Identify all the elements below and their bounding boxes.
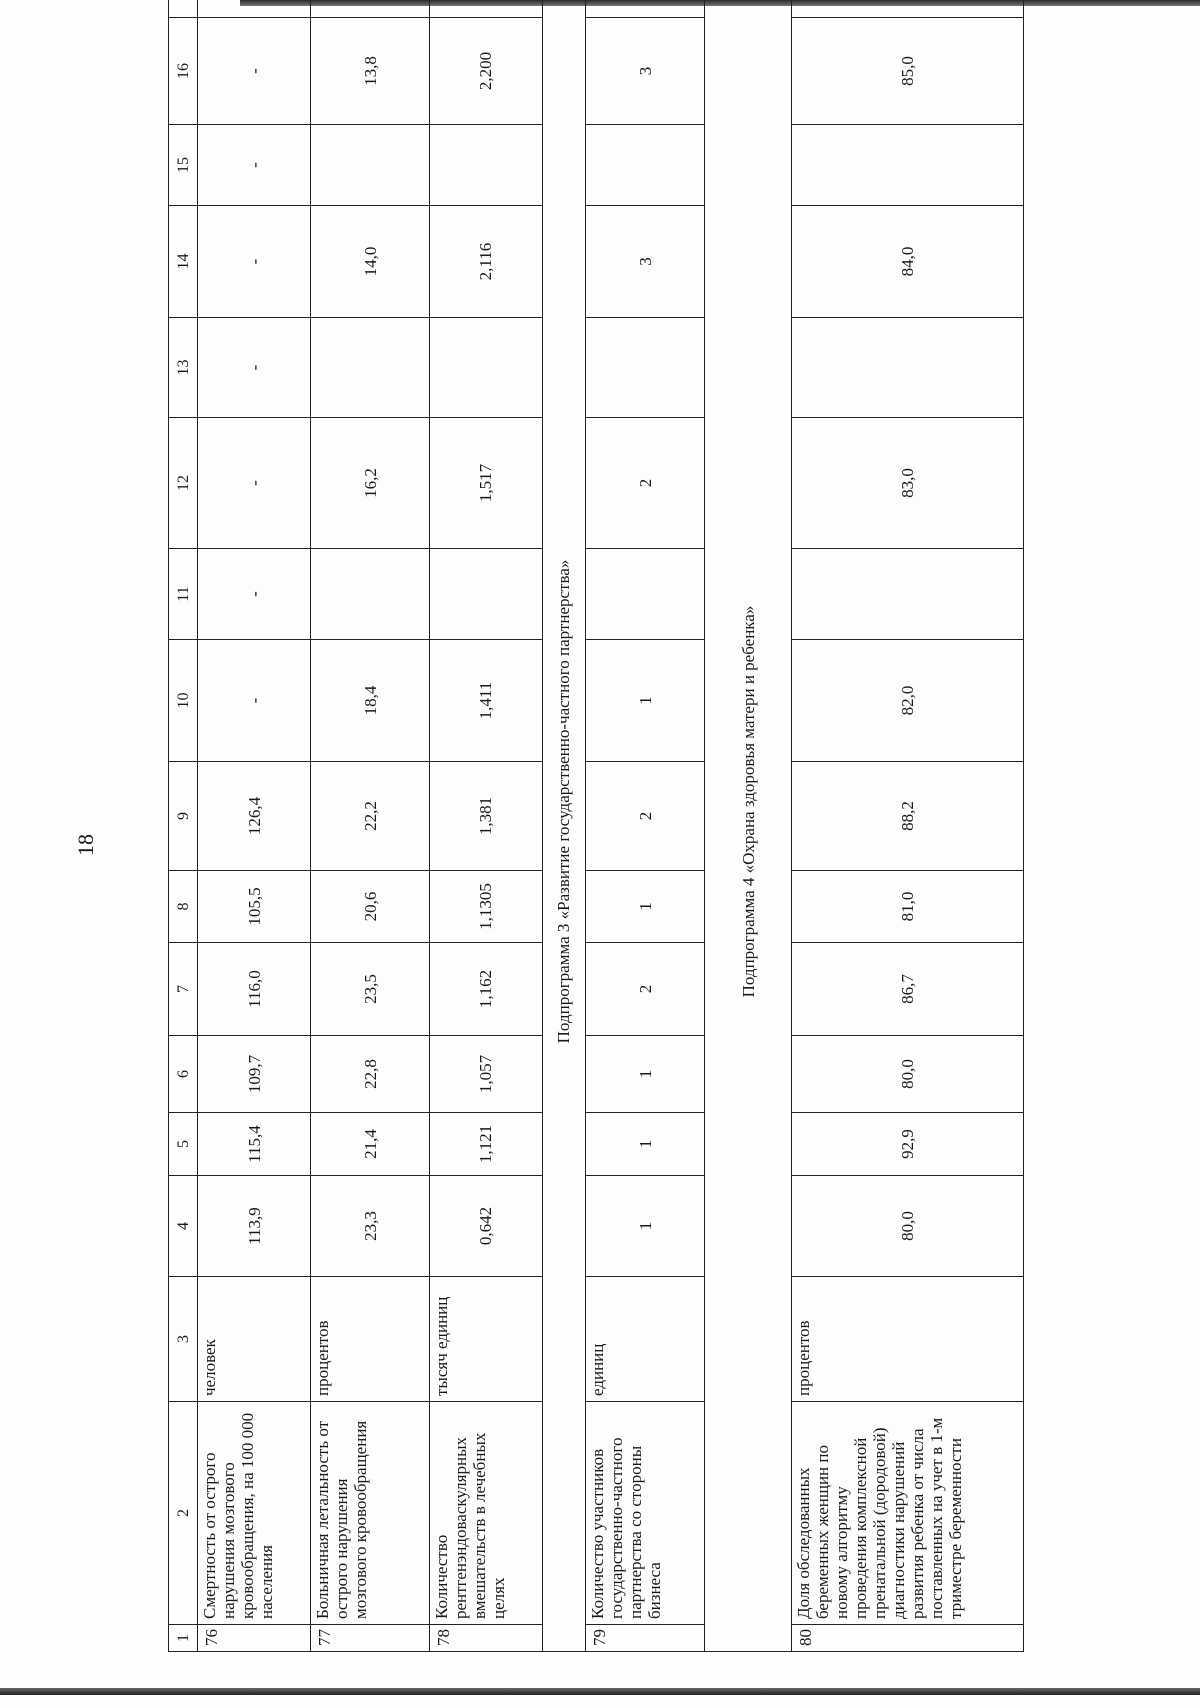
indicator-value [586, 549, 705, 640]
indicator-value: 1 [586, 1113, 705, 1176]
unit-of-measure: процентов [792, 1277, 1024, 1402]
column-number: 15 [169, 125, 198, 206]
indicator-value: 13,8 [310, 18, 429, 125]
subprogram-3-title: Подпрограмма 3 «Развитие государственно-частного партнерства» [542, 0, 585, 1652]
indicator-value: - [198, 125, 311, 206]
indicator-value: 80,0 [792, 1036, 1024, 1113]
indicator-value: 1,121 [430, 1113, 543, 1176]
indicator-value: - [198, 318, 311, 418]
unit-of-measure: единиц [586, 1277, 705, 1402]
column-number: 8 [169, 871, 198, 943]
table-row [198, 0, 311, 1652]
indicator-value: - [198, 640, 311, 762]
rotated-table-container [168, 52, 1024, 1652]
indicator-value: 82,0 [792, 640, 1024, 762]
indicator-value [792, 549, 1024, 640]
indicator-value: 1 [586, 640, 705, 762]
indicator-value: 3 [586, 206, 705, 318]
indicator-value: 2 [586, 943, 705, 1036]
indicator-value: 3 [586, 18, 705, 125]
row-number: 77 [310, 1625, 429, 1652]
indicator-value [310, 318, 429, 418]
column-number: 11 [169, 549, 198, 640]
column-number: 7 [169, 943, 198, 1036]
indicator-value: 14,0 [310, 206, 429, 318]
indicator-value: 2 [586, 418, 705, 549]
indicator-value: 105,5 [198, 871, 311, 943]
indicator-value: 109,7 [198, 1036, 311, 1113]
column-number: 1 [169, 1625, 198, 1652]
indicator-value: 126,4 [198, 762, 311, 871]
indicator-value [310, 0, 429, 18]
column-number [169, 0, 198, 18]
indicator-value: 1,057 [430, 1036, 543, 1113]
indicator-value [792, 318, 1024, 418]
indicator-value: 22,2 [310, 762, 429, 871]
indicator-value: 113,9 [198, 1176, 311, 1277]
indicator-value: 2,116 [430, 206, 543, 318]
indicator-value [430, 0, 543, 18]
indicator-name: Смертность от острого нарушения мозгового кровообращения, на 100 000 населения [198, 1402, 311, 1625]
indicator-value: 80,0 [792, 1176, 1024, 1277]
column-number: 12 [169, 418, 198, 549]
indicator-value [586, 318, 705, 418]
indicator-value [586, 125, 705, 206]
indicator-value: 16,2 [310, 418, 429, 549]
table-row [310, 0, 429, 1652]
table-row [792, 0, 1024, 1652]
indicator-name: Доля обследованных беременных женщин по новому алгоритму проведения комплексной пренатальной (дородовой) диагностики нарушений развития ребенка от числа поставленных на учет в 1-м триместре беременности [792, 1402, 1024, 1625]
column-number: 2 [169, 1402, 198, 1625]
indicator-value [586, 0, 705, 18]
indicator-value: - [198, 549, 311, 640]
indicator-value: 1,1305 [430, 871, 543, 943]
row-number: 79 [586, 1625, 705, 1652]
indicator-value: 84,0 [792, 206, 1024, 318]
unit-of-measure: процентов [310, 1277, 429, 1402]
column-number: 4 [169, 1176, 198, 1277]
subprogram-row [705, 0, 792, 1652]
indicator-value: 83,0 [792, 418, 1024, 549]
indicator-value: 1,517 [430, 418, 543, 549]
indicator-value: 85,0 [792, 18, 1024, 125]
indicator-value [792, 125, 1024, 206]
column-number: 16 [169, 18, 198, 125]
unit-of-measure: человек [198, 1277, 311, 1402]
indicator-value: 81,0 [792, 871, 1024, 943]
indicator-value: 23,3 [310, 1176, 429, 1277]
indicator-value: 1,411 [430, 640, 543, 762]
indicator-value: 18,4 [310, 640, 429, 762]
column-number: 14 [169, 206, 198, 318]
indicator-value: 86,7 [792, 943, 1024, 1036]
page-number: 18 [73, 834, 98, 856]
indicator-value [792, 0, 1024, 18]
indicators-table [168, 0, 1024, 1652]
indicator-value [430, 125, 543, 206]
indicator-value: 92,9 [792, 1113, 1024, 1176]
indicator-value: 2,200 [430, 18, 543, 125]
indicator-value: 0,642 [430, 1176, 543, 1277]
scan-edge-bottom [0, 1688, 1200, 1695]
indicator-value: 20,6 [310, 871, 429, 943]
indicator-value: 115,4 [198, 1113, 311, 1176]
column-number: 13 [169, 318, 198, 418]
indicator-value: 2 [586, 762, 705, 871]
indicator-value: 1 [586, 1176, 705, 1277]
indicator-value: - [198, 18, 311, 125]
column-number: 10 [169, 640, 198, 762]
indicator-value: 1,162 [430, 943, 543, 1036]
indicator-value: 88,2 [792, 762, 1024, 871]
unit-of-measure: тысяч единиц [430, 1277, 543, 1402]
indicator-value [310, 125, 429, 206]
indicator-value [430, 318, 543, 418]
row-number: 78 [430, 1625, 543, 1652]
column-number: 3 [169, 1277, 198, 1402]
column-number: 6 [169, 1036, 198, 1113]
indicator-value [310, 549, 429, 640]
indicator-name: Количество рентгенэндоваскулярных вмешательств в лечебных целях [430, 1402, 543, 1625]
row-number: 76 [198, 1625, 311, 1652]
row-number: 80 [792, 1625, 1024, 1652]
indicator-value: - [198, 418, 311, 549]
table-row [430, 0, 543, 1652]
indicator-value: 1 [586, 871, 705, 943]
indicator-value: 21,4 [310, 1113, 429, 1176]
subprogram-4-title: Подпрограмма 4 «Охрана здоровья матери и ребенка» [705, 0, 792, 1652]
subprogram-row [542, 0, 585, 1652]
indicator-value [430, 549, 543, 640]
indicator-value: 22,8 [310, 1036, 429, 1113]
indicator-value: 116,0 [198, 943, 311, 1036]
table-row [586, 0, 705, 1652]
column-number-row [169, 0, 198, 1652]
column-number: 5 [169, 1113, 198, 1176]
indicator-name: Больничная летальность от острого нарушения мозгового кровообращения [310, 1402, 429, 1625]
column-number: 9 [169, 762, 198, 871]
indicator-name: Количество участников государственно-частного партнерства со стороны бизнеса [586, 1402, 705, 1625]
indicator-value: 1 [586, 1036, 705, 1113]
indicator-value: 1,381 [430, 762, 543, 871]
indicator-value: 23,5 [310, 943, 429, 1036]
indicator-value: - [198, 206, 311, 318]
indicator-value [198, 0, 311, 18]
